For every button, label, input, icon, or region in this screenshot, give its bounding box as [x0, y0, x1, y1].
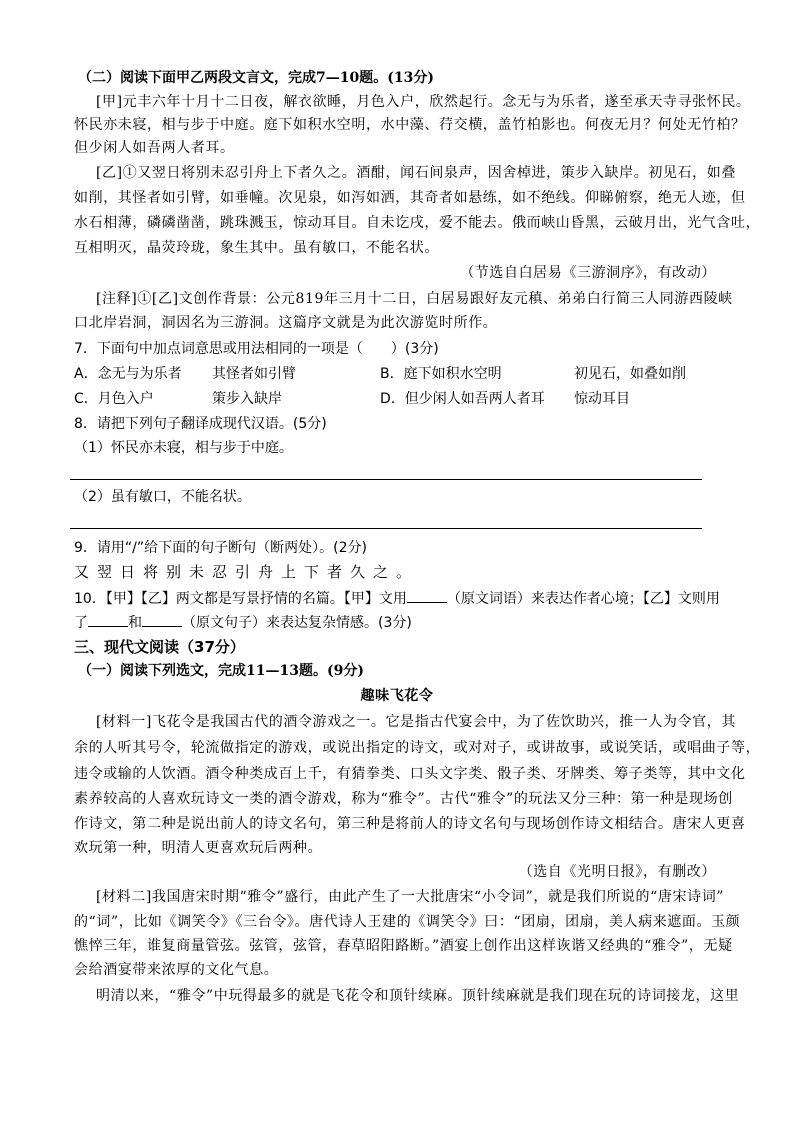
passage-jia-line: 但少闲人如吾两人者耳。 — [74, 140, 235, 156]
answer-line[interactable] — [70, 528, 702, 529]
question-10-text: 和 — [128, 615, 142, 631]
question-9-sentence: 又翌日将别未忍引舟上下者久之。 — [74, 563, 420, 581]
passage-yi-line: 如削，其怪者如引臂，如垂幢。次见泉，如泻如洒，其奇者如悬练，如不绝线。仰睇俯察，绝无人迹，但 — [74, 190, 746, 206]
passage-yi-line: 互相明灭，晶荧玲珑，象生其中。虽有敏口，不能名状。 — [74, 240, 439, 256]
material-2-line: 的“词”，比如《调笑令》《三台令》。唐代诗人王建的《调笑令》曰：“团扇，团扇，美人病来遮面。玉颜 — [74, 914, 741, 930]
material-1-line: 素养较高的人喜欢玩诗文一类的酒令游戏，称为“雅令”。古代“雅令”的玩法又分三种：第一种是现场创 — [74, 791, 733, 807]
question-8-sentence-1: （1）怀民亦未寝，相与步于中庭。 — [74, 440, 293, 456]
answer-line[interactable] — [70, 479, 702, 480]
material-2-line: 憔悴三年，谁复商量管弦。弦管，弦管，春草昭阳路断。”酒宴上创作出这样诙谐又经典的“雅令”，无疑 — [74, 938, 733, 954]
material-1-line: 违令或输的人饮酒。酒令种类成百上千，有猜拳类、口头文字类、骰子类、牙牌类、筹子类等，其中文化 — [74, 766, 746, 782]
subsection-heading: （一）阅读下列选文，完成11—13题。(9分) — [78, 663, 364, 679]
option-d-first: D．但少闲人如吾两人者耳 — [380, 391, 545, 407]
option-c-second: 策步入缺岸 — [212, 391, 282, 407]
passage-jia-line: [甲]元丰六年十月十二日夜，解衣欲睡，月色入户，欣然起行。念无与为乐者，遂至承天寺寻张怀民。 — [96, 94, 751, 110]
blank-field[interactable] — [407, 588, 447, 603]
question-8-sentence-2: （2）虽有敏口，不能名状。 — [74, 489, 251, 505]
material-2-line: [材料二]我国唐宋时期“雅令”盛行，由此产生了一大批唐宋“小令词”，就是我们所说的“唐宋诗词” — [96, 889, 725, 905]
question-10-line-1 — [74, 588, 720, 609]
option-b-second: 初见石，如叠如削 — [574, 366, 686, 382]
question-7-stem: 7．下面句中加点词意思或用法相同的一项是（ ）(3分) — [74, 341, 439, 357]
option-d-second: 惊动耳目 — [574, 391, 630, 407]
section-3-heading: 三、现代文阅读（37分） — [74, 638, 245, 656]
annotation-line: [注释]①[乙]文创作背景：公元819年三月十二日，白居易跟好友元稹、弟弟白行简三人同游西陵峡 — [96, 291, 733, 307]
question-8-stem: 8．请把下列句子翻译成现代汉语。(5分) — [74, 416, 327, 432]
option-b-first: B．庭下如积水空明 — [380, 366, 502, 382]
passage-jia-line: 怀民亦未寝，相与步于中庭。庭下如积水空明，水中藻、荇交横，盖竹柏影也。何夜无月？何处无竹柏？ — [74, 117, 746, 133]
material-1-line: 作诗文，第二种是说出前人的诗文名句，第三种是将前人的诗文名句与现场创作诗文相结合。唐宋人更喜 — [74, 816, 746, 832]
question-10-text: （原文词语）来表达作者心境；【乙】文则用 — [446, 591, 720, 607]
section-heading: （二）阅读下面甲乙两段文言文，完成7—10题。(13分) — [78, 70, 434, 86]
option-a-first: A．念无与为乐者 — [74, 366, 182, 382]
material-2-line: 会给酒宴带来浓厚的文化气息。 — [74, 962, 279, 978]
question-10-line-2 — [74, 612, 412, 633]
material-1-line: [材料一]飞花令是我国古代的酒令游戏之一。它是指古代宴会中，为了佐饮助兴，推一人为令官，其 — [96, 714, 736, 730]
question-9-stem: 9．请用“/”给下面的句子断句（断两处）。(2分) — [74, 540, 367, 556]
option-a-second: 其怪者如引臂 — [212, 366, 296, 382]
option-c-first: C．月色入户 — [74, 391, 154, 407]
question-10-text: 10．【甲】【乙】两文都是写景抒情的名篇。【甲】文用 — [74, 591, 407, 607]
material-1-line: 余的人听其号令，轮流做指定的游戏，或说出指定的诗文，或对对子，或讲故事，或说笑话，或唱曲子等， — [74, 740, 761, 756]
question-10-text: （原文句子）来表达复杂情感。(3分) — [182, 615, 412, 631]
article-title: 趣味飞花令 — [360, 688, 434, 704]
blank-field[interactable] — [88, 612, 128, 627]
passage-yi-line: [乙]①又翌日将别未忍引舟上下者久之。酒酣，闻石间泉声，因舍棹进，策步入缺岸。初见石，如叠 — [96, 165, 736, 181]
passage-yi-line: 水石相薄，磷磷凿凿，跳珠溅玉，惊动耳目。自未讫戌，爱不能去。俄而峡山昏黑，云破月出，光气含吐， — [74, 215, 761, 231]
blank-field[interactable] — [142, 612, 182, 627]
material-3-line: 明清以来，“雅令”中玩得最多的就是飞花令和顶针续麻。顶针续麻就是我们现在玩的诗词接龙，这里 — [96, 988, 740, 1004]
material-1-line: 欢玩第一种，明清人更喜欢玩后两种。 — [74, 840, 323, 856]
question-10-text: 了 — [74, 615, 88, 631]
passage-source: （节选自白居易《三游洞序》，有改动） — [460, 265, 716, 281]
material-1-source: （选自《光明日报》，有删改） — [518, 864, 716, 880]
annotation-line: 口北岸岩洞，洞因名为三游洞。这篇序文就是为此次游览时所作。 — [74, 315, 498, 331]
